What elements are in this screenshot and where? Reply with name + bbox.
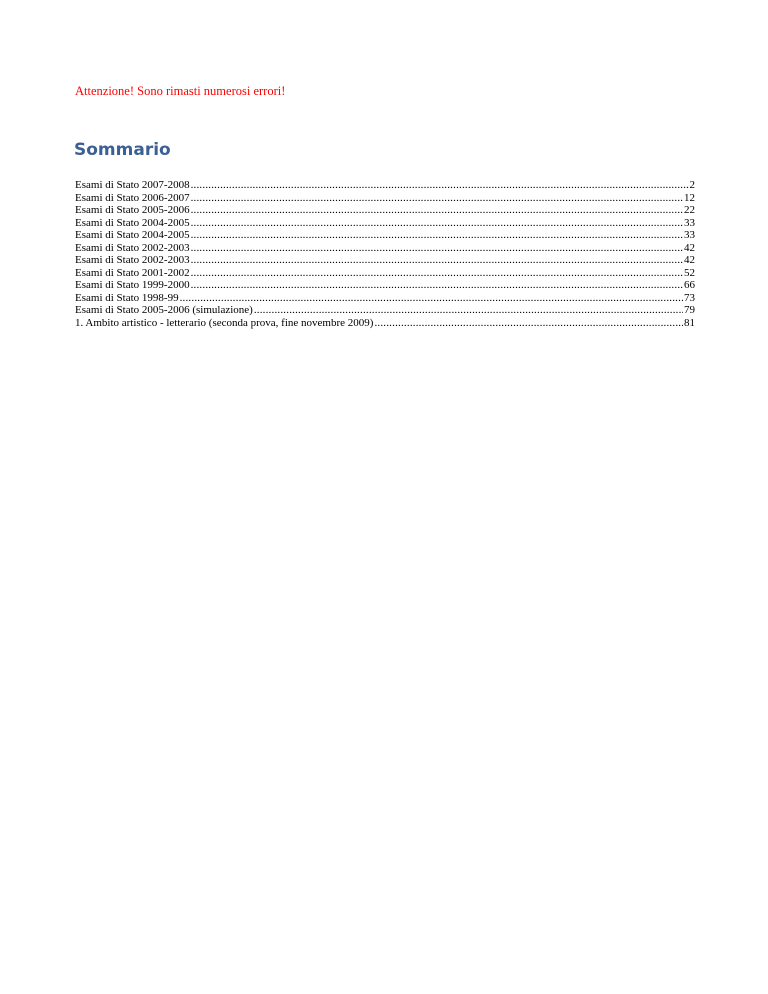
toc-entry-title: Esami di Stato 2005-2006 <box>75 204 190 217</box>
toc-entry-title: Esami di Stato 2004-2005 <box>75 216 190 229</box>
toc-entry[interactable] <box>75 229 695 242</box>
toc-entry[interactable] <box>75 267 695 280</box>
toc-dot-leader <box>374 317 683 330</box>
toc-page-number: 52 <box>684 266 695 279</box>
toc-dot-leader <box>191 229 683 242</box>
toc-entry-title: Esami di Stato 2002-2003 <box>75 254 190 267</box>
toc-entry[interactable] <box>75 242 695 255</box>
toc-entry-title: Esami di Stato 2002-2003 <box>75 241 190 254</box>
toc-heading: Sommario <box>74 140 171 160</box>
toc-entry[interactable] <box>75 304 695 317</box>
warning-note: Attenzione! Sono rimasti numerosi errori! <box>75 84 286 98</box>
toc-dot-leader <box>191 267 683 280</box>
toc-entry[interactable] <box>75 204 695 217</box>
toc-entry[interactable] <box>75 217 695 230</box>
toc-page-number: 42 <box>684 241 695 254</box>
table-of-contents <box>75 179 695 330</box>
toc-page-number: 2 <box>689 179 695 191</box>
toc-entry[interactable] <box>75 279 695 292</box>
toc-page-number: 73 <box>684 291 695 304</box>
toc-entry[interactable] <box>75 192 695 205</box>
toc-page-number: 12 <box>684 191 695 204</box>
toc-dot-leader <box>191 279 683 292</box>
toc-dot-leader <box>191 242 683 255</box>
toc-entry-title: Esami di Stato 2001-2002 <box>75 266 190 279</box>
toc-entry-title: Esami di Stato 2006-2007 <box>75 191 190 204</box>
toc-entry-title: 1. Ambito artistico - letterario (seconda prova, fine novembre 2009) <box>75 317 374 330</box>
toc-entry[interactable] <box>75 179 695 192</box>
toc-page-number: 33 <box>684 229 695 242</box>
toc-dot-leader <box>191 179 689 192</box>
toc-page-number: 22 <box>684 204 695 217</box>
toc-page-number: 33 <box>684 216 695 229</box>
toc-dot-leader <box>254 304 683 317</box>
toc-entry-title: Esami di Stato 2004-2005 <box>75 229 190 242</box>
toc-dot-leader <box>191 204 683 217</box>
toc-dot-leader <box>191 254 683 267</box>
toc-page-number: 42 <box>684 254 695 267</box>
toc-dot-leader <box>191 217 683 230</box>
toc-entry-title: Esami di Stato 2005-2006 (simulazione) <box>75 304 253 317</box>
toc-entry-title: Esami di Stato 1999-2000 <box>75 279 190 292</box>
toc-entry[interactable] <box>75 317 695 330</box>
toc-entry-title: Esami di Stato 2007-2008 <box>75 179 190 191</box>
toc-dot-leader <box>191 192 683 205</box>
toc-page-number: 79 <box>684 304 695 317</box>
toc-entry[interactable] <box>75 292 695 305</box>
toc-dot-leader <box>180 292 683 305</box>
toc-entry-title: Esami di Stato 1998-99 <box>75 291 179 304</box>
toc-page-number: 66 <box>684 279 695 292</box>
toc-entry[interactable] <box>75 254 695 267</box>
toc-page-number: 81 <box>684 317 695 330</box>
